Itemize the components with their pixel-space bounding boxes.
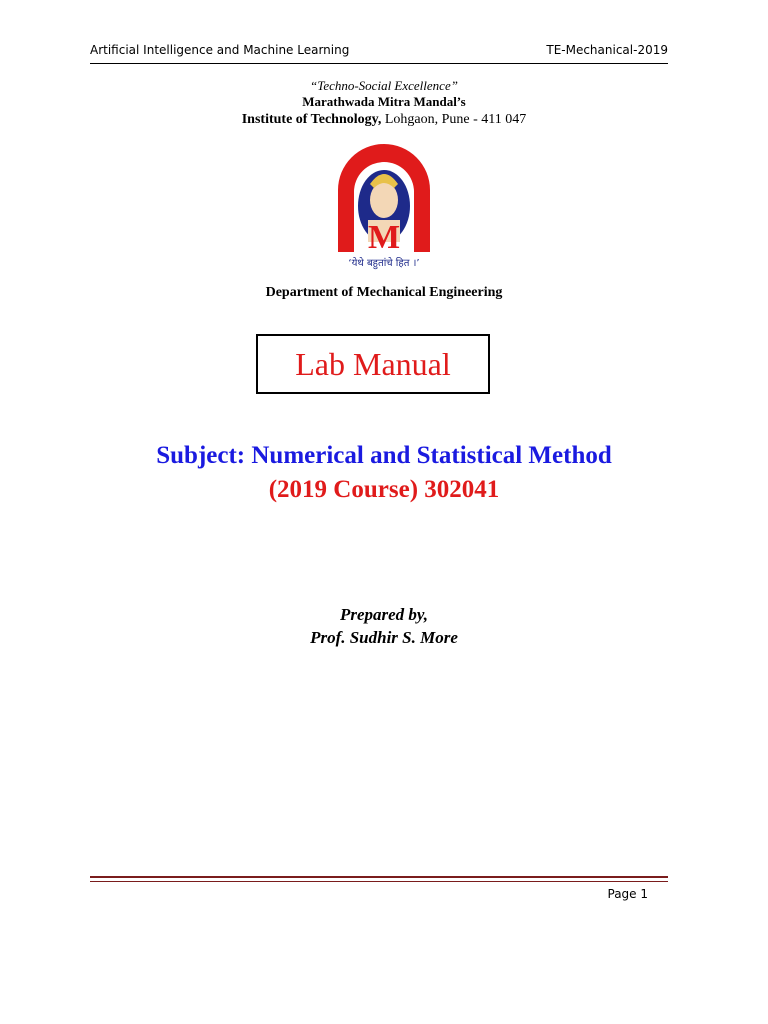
institute-logo: [324, 142, 444, 272]
logo-letter: M: [367, 219, 401, 256]
page-header: [90, 43, 668, 57]
prepared-by-label: Prepared by,: [339, 605, 429, 624]
page-number: Page 1: [607, 887, 648, 901]
institute-mandal: Marathwada Mitra Mandal’s: [302, 94, 466, 109]
institute-motto: “Techno-Social Excellence”: [310, 78, 458, 93]
header-branch: TE-Mechanical-2019: [546, 43, 668, 57]
institute-location: Lohgaon, Pune - 411 047: [381, 112, 527, 127]
subject-title: Subject: Numerical and Statistical Method: [156, 442, 612, 469]
footer-rule-thin: [90, 881, 668, 882]
lab-manual-box: [256, 334, 490, 394]
logo-tagline: ‘येथे बहुतांचे हित ।’: [348, 258, 420, 269]
institute-name-bold: Institute of Technology,: [241, 112, 382, 127]
institute-name: [0, 112, 768, 128]
lab-manual-title: Lab Manual: [295, 345, 451, 382]
author-name: Prof. Sudhir S. More: [310, 628, 458, 647]
department-name: Department of Mechanical Engineering: [265, 285, 503, 300]
course-code: (2019 Course) 302041: [268, 476, 500, 503]
footer-rule-thick: [90, 876, 668, 878]
header-course-title: Artificial Intelligence and Machine Learning: [90, 43, 350, 57]
header-rule: [90, 63, 668, 64]
